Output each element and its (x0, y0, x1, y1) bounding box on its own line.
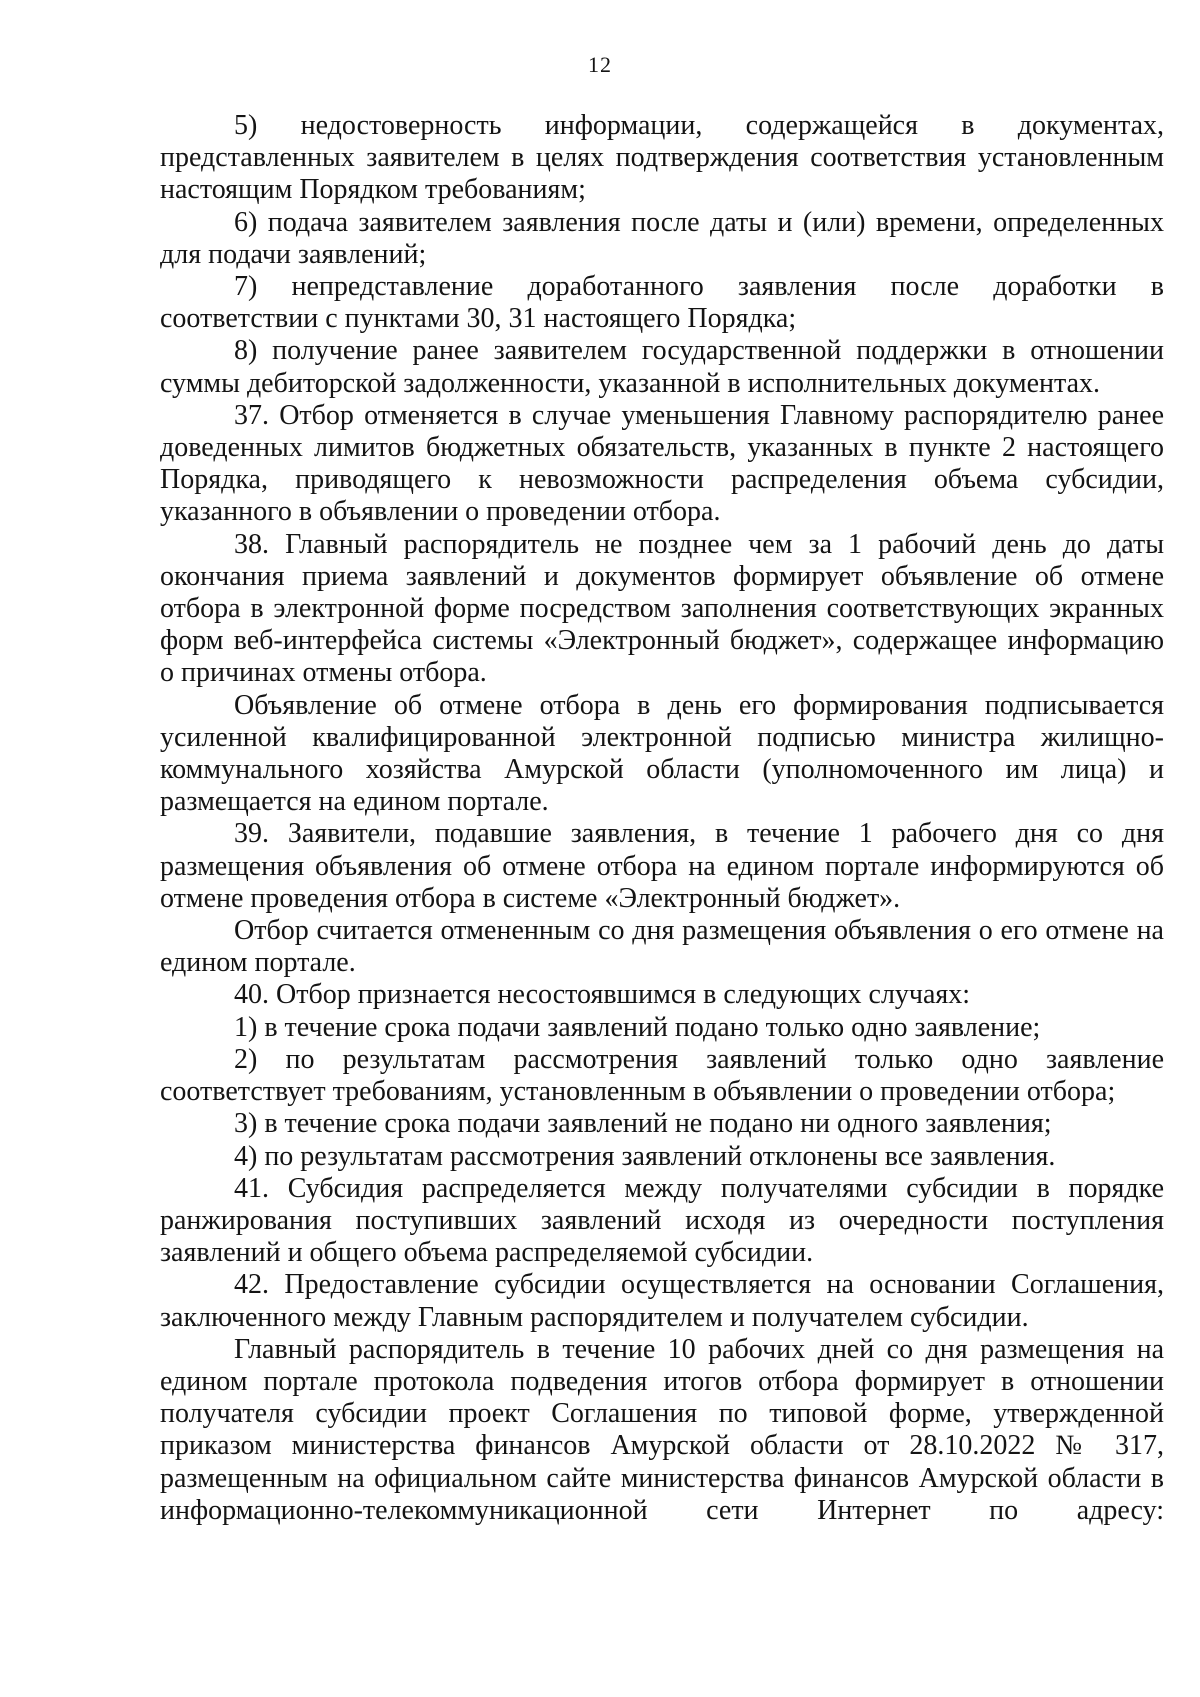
paragraph-clause-40: 40. Отбор признается несостоявшимся в следующих случаях: (234, 979, 971, 1011)
paragraph-clause-40-item-1: 1) в течение срока подачи заявлений подано только одно заявление; (234, 1011, 1041, 1043)
document-body (160, 110, 1164, 1527)
paragraph-item-5: 5) недостоверность информации, содержащейся в документах, представленных заявителем в целях подтверждения соответствия установленным настоящим Порядком требованиям; (160, 110, 1164, 206)
paragraph-clause-41: 41. Субсидия распределяется между получателями субсидии в порядке ранжирования поступивших заявлений исходя из очередности поступления заявлений и общего объема распределяемой субсидии. (160, 1172, 1164, 1269)
paragraph-item-8: 8) получение ранее заявителем государственной поддержки в отношении суммы дебиторской задолженности, указанной в исполнительных документах. (160, 335, 1164, 399)
paragraph-clause-40-item-4: 4) по результатам рассмотрения заявлений отклонены все заявления. (234, 1140, 1056, 1172)
paragraph-clause-37: 37. Отбор отменяется в случае уменьшения Главному распорядителю ранее доведенных лимитов бюджетных обязательств, указанных в пункте 2 настоящего Порядка, приводящего к невозможности распределения объема субсидии, указанного в объявлении о проведении отбора. (160, 399, 1164, 528)
paragraph-clause-39: 39. Заявители, подавшие заявления, в течение 1 рабочего дня со дня размещения объявления об отмене отбора на едином портале информируются об отмене проведения отбора в системе «Электронный бюджет». (160, 818, 1164, 914)
paragraph-item-6: 6) подача заявителем заявления после даты и (или) времени, определенных для подачи заявлений; (160, 206, 1164, 270)
paragraph-clause-40-item-2: 2) по результатам рассмотрения заявлений только одно заявление соответствует требованиям, установленным в объявлении о проведении отбора; (160, 1043, 1164, 1108)
paragraph-clause-42-agreement: Главный распорядитель в течение 10 рабочих дней со дня размещения на едином портале протокола подведения итогов отбора формирует в отношении получателя субсидии проект Соглашения по типовой форме, утвержденной приказом министерства финансов Амурской области от 28.10.2022 № 317, размещенным на официальном сайте министерства финансов Амурской области в информационно-телекоммуникационной сети Интернет по адресу: (160, 1333, 1164, 1526)
page-number: 12 (588, 52, 612, 77)
paragraph-clause-39-cancelled: Отбор считается отмененным со дня размещения объявления о его отмене на едином портале. (160, 915, 1164, 979)
paragraph-clause-40-item-3: 3) в течение срока подачи заявлений не подано ни одного заявления; (234, 1108, 1052, 1140)
paragraph-clause-38: 38. Главный распорядитель не позднее чем за 1 рабочий день до даты окончания приема заявлений и документов формирует объявление об отмене отбора в электронной форме посредством заполнения соответствующих экранных форм веб-интерфейса системы «Электронный бюджет», содержащее информацию о причинах отмены отбора. (160, 528, 1164, 689)
paragraph-clause-38-signing: Объявление об отмене отбора в день его формирования подписывается усиленной квалифицированной электронной подписью министра жилищно-коммунального хозяйства Амурской области (уполномоченного им лица) и размещается на едином портале. (160, 689, 1164, 818)
paragraph-clause-42: 42. Предоставление субсидии осуществляется на основании Соглашения, заключенного между Главным распорядителем и получателем субсидии. (160, 1269, 1164, 1333)
paragraph-item-7: 7) непредставление доработанного заявления после доработки в соответствии с пунктами 30, 31 настоящего Порядка; (160, 271, 1164, 335)
